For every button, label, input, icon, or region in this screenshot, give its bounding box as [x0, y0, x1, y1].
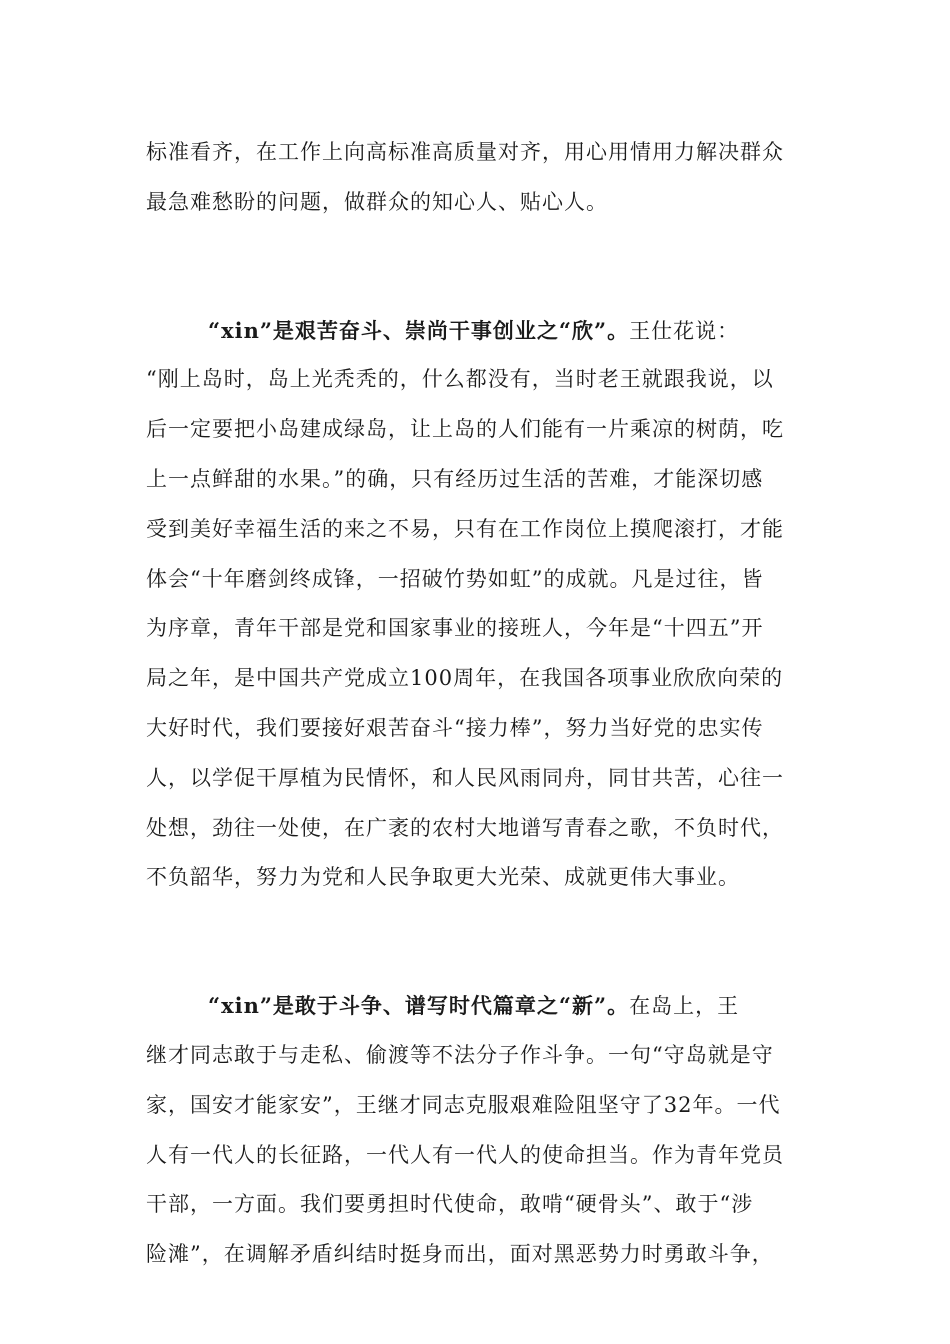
- text-line: “刚上岛时，岛上光秃秃的，什么都没有，当时老王就跟我说，以: [146, 367, 774, 392]
- text-line: 家，国安才能家安”，王继才同志克服艰难险阻坚守了32年。一代: [146, 1092, 781, 1117]
- paragraph-heading: “xin”是艰苦奋斗、崇尚干事创业之“欣”。: [208, 317, 630, 343]
- text-line: 局之年，是中国共产党成立100周年，在我国各项事业欣欣向荣的: [146, 666, 784, 691]
- text-line: 上一点鲜甜的水果。”的确，只有经历过生活的苦难，才能深切感: [146, 466, 764, 491]
- document-page: [146, 128, 804, 1280]
- text-line: 体会“十年磨剑终成锋，一招破竹势如虹”的成就。凡是过往，皆: [146, 566, 764, 591]
- text-line: 大好时代，我们要接好艰苦奋斗“接力棒”，努力当好党的忠实传: [146, 715, 764, 740]
- paragraph-first-line: [146, 981, 804, 1031]
- text-line: 标准看齐，在工作上向高标准高质量对齐，用心用情用力解决群众: [146, 140, 784, 164]
- text-span: 在岛上，王: [629, 994, 740, 1019]
- text-line: 为序章，青年干部是党和国家事业的接班人，今年是“十四五”开: [146, 616, 764, 641]
- text-line: 后一定要把小岛建成绿岛，让上岛的人们能有一片乘凉的树荫，吃: [146, 417, 784, 442]
- text-line: 继才同志敢于与走私、偷渡等不法分子作斗争。一句“守岛就是守: [146, 1042, 774, 1067]
- text-line: 不负韶华，努力为党和人民争取更大光荣、成就更伟大事业。: [146, 865, 740, 890]
- text-line: 人，以学促干厚植为民情怀，和人民风雨同舟，同甘共苦，心往一: [146, 765, 784, 790]
- text-line: 处想，劲往一处使，在广袤的农村大地谱写青春之歌，不负时代，: [146, 815, 784, 840]
- paragraph-3: [146, 981, 804, 1280]
- text-line: 受到美好幸福生活的来之不易，只有在工作岗位上摸爬滚打，才能: [146, 516, 784, 541]
- text-line: 最急难愁盼的问题，做群众的知心人、贴心人。: [146, 189, 608, 214]
- text-line: 干部，一方面。我们要勇担时代使命，敢啃“硬骨头”、敢于“涉: [146, 1192, 754, 1217]
- text-span: 王仕花说：: [629, 318, 740, 343]
- text-line: 险滩”，在调解矛盾纠结时挺身而出，面对黑恶势力时勇敢斗争，: [146, 1242, 774, 1267]
- paragraph-heading: “xin”是敢于斗争、谱写时代篇章之“新”。: [208, 993, 630, 1019]
- paragraph-2: [146, 306, 804, 904]
- paragraph-first-line: [146, 306, 804, 356]
- text-line: 人有一代人的长征路，一代人有一代人的使命担当。作为青年党员: [146, 1142, 784, 1167]
- paragraph-1: [146, 128, 804, 228]
